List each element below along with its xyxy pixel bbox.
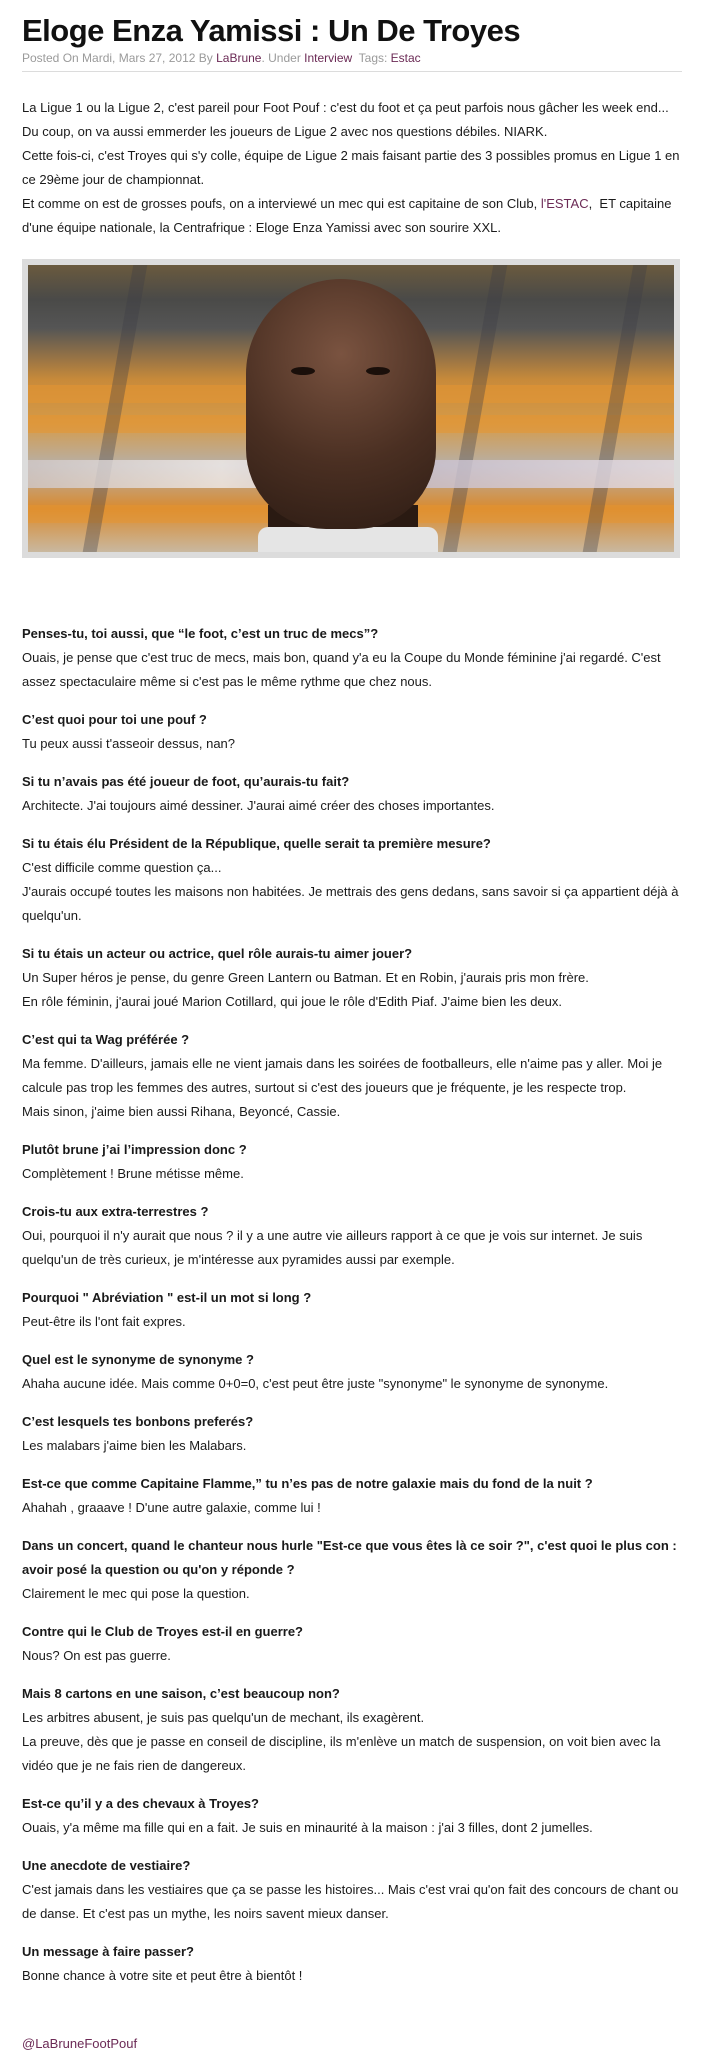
- answer: [22, 1434, 682, 1458]
- answer-paragraph: Nous? On est pas guerre.: [22, 1648, 171, 1663]
- question: Plutôt brune j’ai l’impression donc ?: [22, 1142, 247, 1157]
- question: Si tu étais un acteur ou actrice, quel rôle aurais-tu aimer jouer?: [22, 946, 413, 961]
- answer-paragraph: C'est jamais dans les vestiaires que ça se passe les histoires... Mais c'est vrai qu'on fait des concours de chant ou de danse. Et c'est pas un mythe, les noirs savent mieux danser.: [22, 1882, 679, 1921]
- question: Est-ce que comme Capitaine Flamme,” tu n’es pas de notre galaxie mais du fond de la nuit ?: [22, 1476, 593, 1491]
- intro-paragraph: La Ligue 1 ou la Ligue 2, c'est pareil pour Foot Pouf : c'est du foot et ça peut parfois nous gâcher les week end...: [22, 100, 669, 115]
- player-collar: [258, 527, 438, 552]
- qa-item: [22, 1940, 682, 1988]
- answer: [22, 732, 682, 756]
- answer: [22, 856, 682, 928]
- answer-paragraph: Les arbitres abusent, je suis pas quelqu'un de mechant, ils exagèrent.: [22, 1710, 425, 1725]
- posted-date: Posted On Mardi, Mars 27, 2012 By: [22, 51, 217, 65]
- twitter-handle-link[interactable]: @LaBruneFootPouf: [22, 2036, 138, 2051]
- answer: [22, 1310, 682, 1334]
- question: Penses-tu, toi aussi, que “le foot, c’est un truc de mecs”?: [22, 626, 379, 641]
- question: C’est quoi pour toi une pouf ?: [22, 712, 207, 727]
- answer-paragraph: La preuve, dès que je passe en conseil de discipline, ils m'enlève un match de suspension, on voit bien avec la vidéo que je ne fais rien de dangereux.: [22, 1734, 661, 1773]
- author-link[interactable]: LaBrune: [216, 51, 262, 65]
- interview-qa: [22, 622, 682, 1988]
- answer: [22, 1496, 682, 1520]
- question: Si tu n’avais pas été joueur de foot, qu’aurais-tu fait?: [22, 774, 350, 789]
- question: Quel est le synonyme de synonyme ?: [22, 1352, 254, 1367]
- question: C’est lesquels tes bonbons preferés?: [22, 1414, 254, 1429]
- qa-item: [22, 1410, 682, 1458]
- answer: [22, 794, 682, 818]
- question: Est-ce qu’il y a des chevaux à Troyes?: [22, 1796, 259, 1811]
- qa-item: [22, 832, 682, 928]
- qa-item: [22, 1534, 682, 1606]
- intro-paragraph: Cette fois-ci, c'est Troyes qui s'y colle, équipe de Ligue 2 mais faisant partie des 3 possibles promus en Ligue 1 en ce 29ème jour de championnat.: [22, 148, 680, 187]
- answer-paragraph: Ouais, je pense que c'est truc de mecs, mais bon, quand y'a eu la Coupe du Monde féminine j'ai regardé. C'est assez spectaculaire même si c'est pas le même rythme que chez nous.: [22, 650, 661, 689]
- answer-paragraph: Architecte. J'ai toujours aimé dessiner. J'aurai aimé créer des choses importantes.: [22, 798, 495, 813]
- qa-item: [22, 942, 682, 1014]
- question: C’est qui ta Wag préférée ?: [22, 1032, 190, 1047]
- intro-text: Et comme on est de grosses poufs, on a interviewé un mec qui est capitaine de son Club,: [22, 196, 541, 211]
- qa-item: [22, 1028, 682, 1124]
- answer-paragraph: Peut-être ils l'ont fait expres.: [22, 1314, 186, 1329]
- intro-paragraph: [22, 192, 682, 240]
- answer: [22, 966, 682, 1014]
- question: Crois-tu aux extra-terrestres ?: [22, 1204, 209, 1219]
- intro-paragraph: Du coup, on va aussi emmerder les joueurs de Ligue 2 avec nos questions débiles. NIARK.: [22, 124, 548, 139]
- qa-item: [22, 622, 682, 694]
- answer-paragraph: Ouais, y'a même ma fille qui en a fait. Je suis en minaurité à la maison : j'ai 3 filles, dont 2 jumelles.: [22, 1820, 593, 1835]
- category-link[interactable]: Interview: [304, 51, 353, 65]
- answer-paragraph: Clairement le mec qui pose la question.: [22, 1586, 250, 1601]
- answer: [22, 1964, 682, 1988]
- answer: [22, 1052, 682, 1124]
- answer: [22, 1372, 682, 1396]
- answer-paragraph: Complètement ! Brune métisse même.: [22, 1166, 244, 1181]
- under-label: . Under: [261, 51, 305, 65]
- qa-item: [22, 1472, 682, 1520]
- answer-paragraph: C'est difficile comme question ça...: [22, 860, 222, 875]
- answer-paragraph: Mais sinon, j'aime bien aussi Rihana, Beyoncé, Cassie.: [22, 1104, 341, 1119]
- estac-link[interactable]: l'ESTAC: [540, 196, 589, 211]
- blog-post: [22, 0, 682, 2051]
- qa-item: [22, 1792, 682, 1840]
- intro-text: , ET capitaine d'une équipe nationale, la Centrafrique : Eloge Enza Yamissi avec son sourire XXL.: [22, 196, 676, 235]
- answer-paragraph: Ahahah , graaave ! D'une autre galaxie, comme lui !: [22, 1500, 321, 1515]
- answer-paragraph: En rôle féminin, j'aurai joué Marion Cotillard, qui joue le rôle d'Edith Piaf. J'aime bien les deux.: [22, 994, 563, 1009]
- qa-item: [22, 1200, 682, 1272]
- qa-item: [22, 1286, 682, 1334]
- answer: [22, 646, 682, 694]
- answer: [22, 1644, 682, 1668]
- question: Contre qui le Club de Troyes est-il en guerre?: [22, 1624, 303, 1639]
- player-eye: [291, 367, 315, 375]
- tag-link[interactable]: Estac: [390, 51, 421, 65]
- question: Mais 8 cartons en une saison, c’est beaucoup non?: [22, 1686, 340, 1701]
- answer-paragraph: Les malabars j'aime bien les Malabars.: [22, 1438, 247, 1453]
- qa-item: [22, 1620, 682, 1668]
- signature: [22, 2036, 682, 2051]
- player-head: [246, 279, 436, 529]
- question: Une anecdote de vestiaire?: [22, 1858, 191, 1873]
- answer-paragraph: Oui, pourquoi il n'y aurait que nous ? il y a une autre vie ailleurs rapport à ce que je vois sur internet. Je suis quelqu'un de très curieux, je m'intéresse aux pyramides aussi par exemple.: [22, 1228, 643, 1267]
- answer-paragraph: Tu peux aussi t'asseoir dessus, nan?: [22, 736, 236, 751]
- answer-paragraph: Un Super héros je pense, du genre Green Lantern ou Batman. Et en Robin, j'aurais pris mon frère.: [22, 970, 589, 985]
- answer-paragraph: J'aurais occupé toutes les maisons non habitées. Je mettrais des gens dedans, sans savoir si ça appartient déjà à quelqu'un.: [22, 884, 679, 923]
- answer: [22, 1162, 682, 1186]
- photo-frame: [22, 259, 680, 558]
- post-meta: [22, 50, 682, 72]
- post-title: Eloge Enza Yamissi : Un De Troyes: [22, 13, 521, 48]
- answer: [22, 1224, 682, 1272]
- answer: [22, 1706, 682, 1778]
- qa-item: [22, 708, 682, 756]
- qa-item: [22, 770, 682, 818]
- answer-paragraph: Bonne chance à votre site et peut être à bientôt !: [22, 1968, 303, 1983]
- question: Pourquoi " Abréviation " est-il un mot si long ?: [22, 1290, 312, 1305]
- question: Un message à faire passer?: [22, 1944, 194, 1959]
- intro: [22, 96, 682, 240]
- answer-paragraph: Ma femme. D'ailleurs, jamais elle ne vient jamais dans les soirées de footballeurs, elle n'aime pas y aller. Moi je calcule pas trop les femmes des autres, surtout si c'est des joueurs que je fréquente, je les respecte trop.: [22, 1056, 663, 1095]
- qa-item: [22, 1348, 682, 1396]
- player-eye: [366, 367, 390, 375]
- answer: [22, 1582, 682, 1606]
- tags-label: Tags:: [352, 51, 391, 65]
- answer-paragraph: Ahaha aucune idée. Mais comme 0+0=0, c'est peut être juste "synonyme" le synonyme de synonyme.: [22, 1376, 609, 1391]
- question: Si tu étais élu Président de la République, quelle serait ta première mesure?: [22, 836, 491, 851]
- player-photo: [28, 265, 674, 552]
- answer: [22, 1816, 682, 1840]
- qa-item: [22, 1682, 682, 1778]
- question: Dans un concert, quand le chanteur nous hurle "Est-ce que vous êtes là ce soir ?", c'est quoi le plus con : avoir posé la question ou qu'on y réponde ?: [22, 1538, 677, 1577]
- answer: [22, 1878, 682, 1926]
- qa-item: [22, 1854, 682, 1926]
- qa-item: [22, 1138, 682, 1186]
